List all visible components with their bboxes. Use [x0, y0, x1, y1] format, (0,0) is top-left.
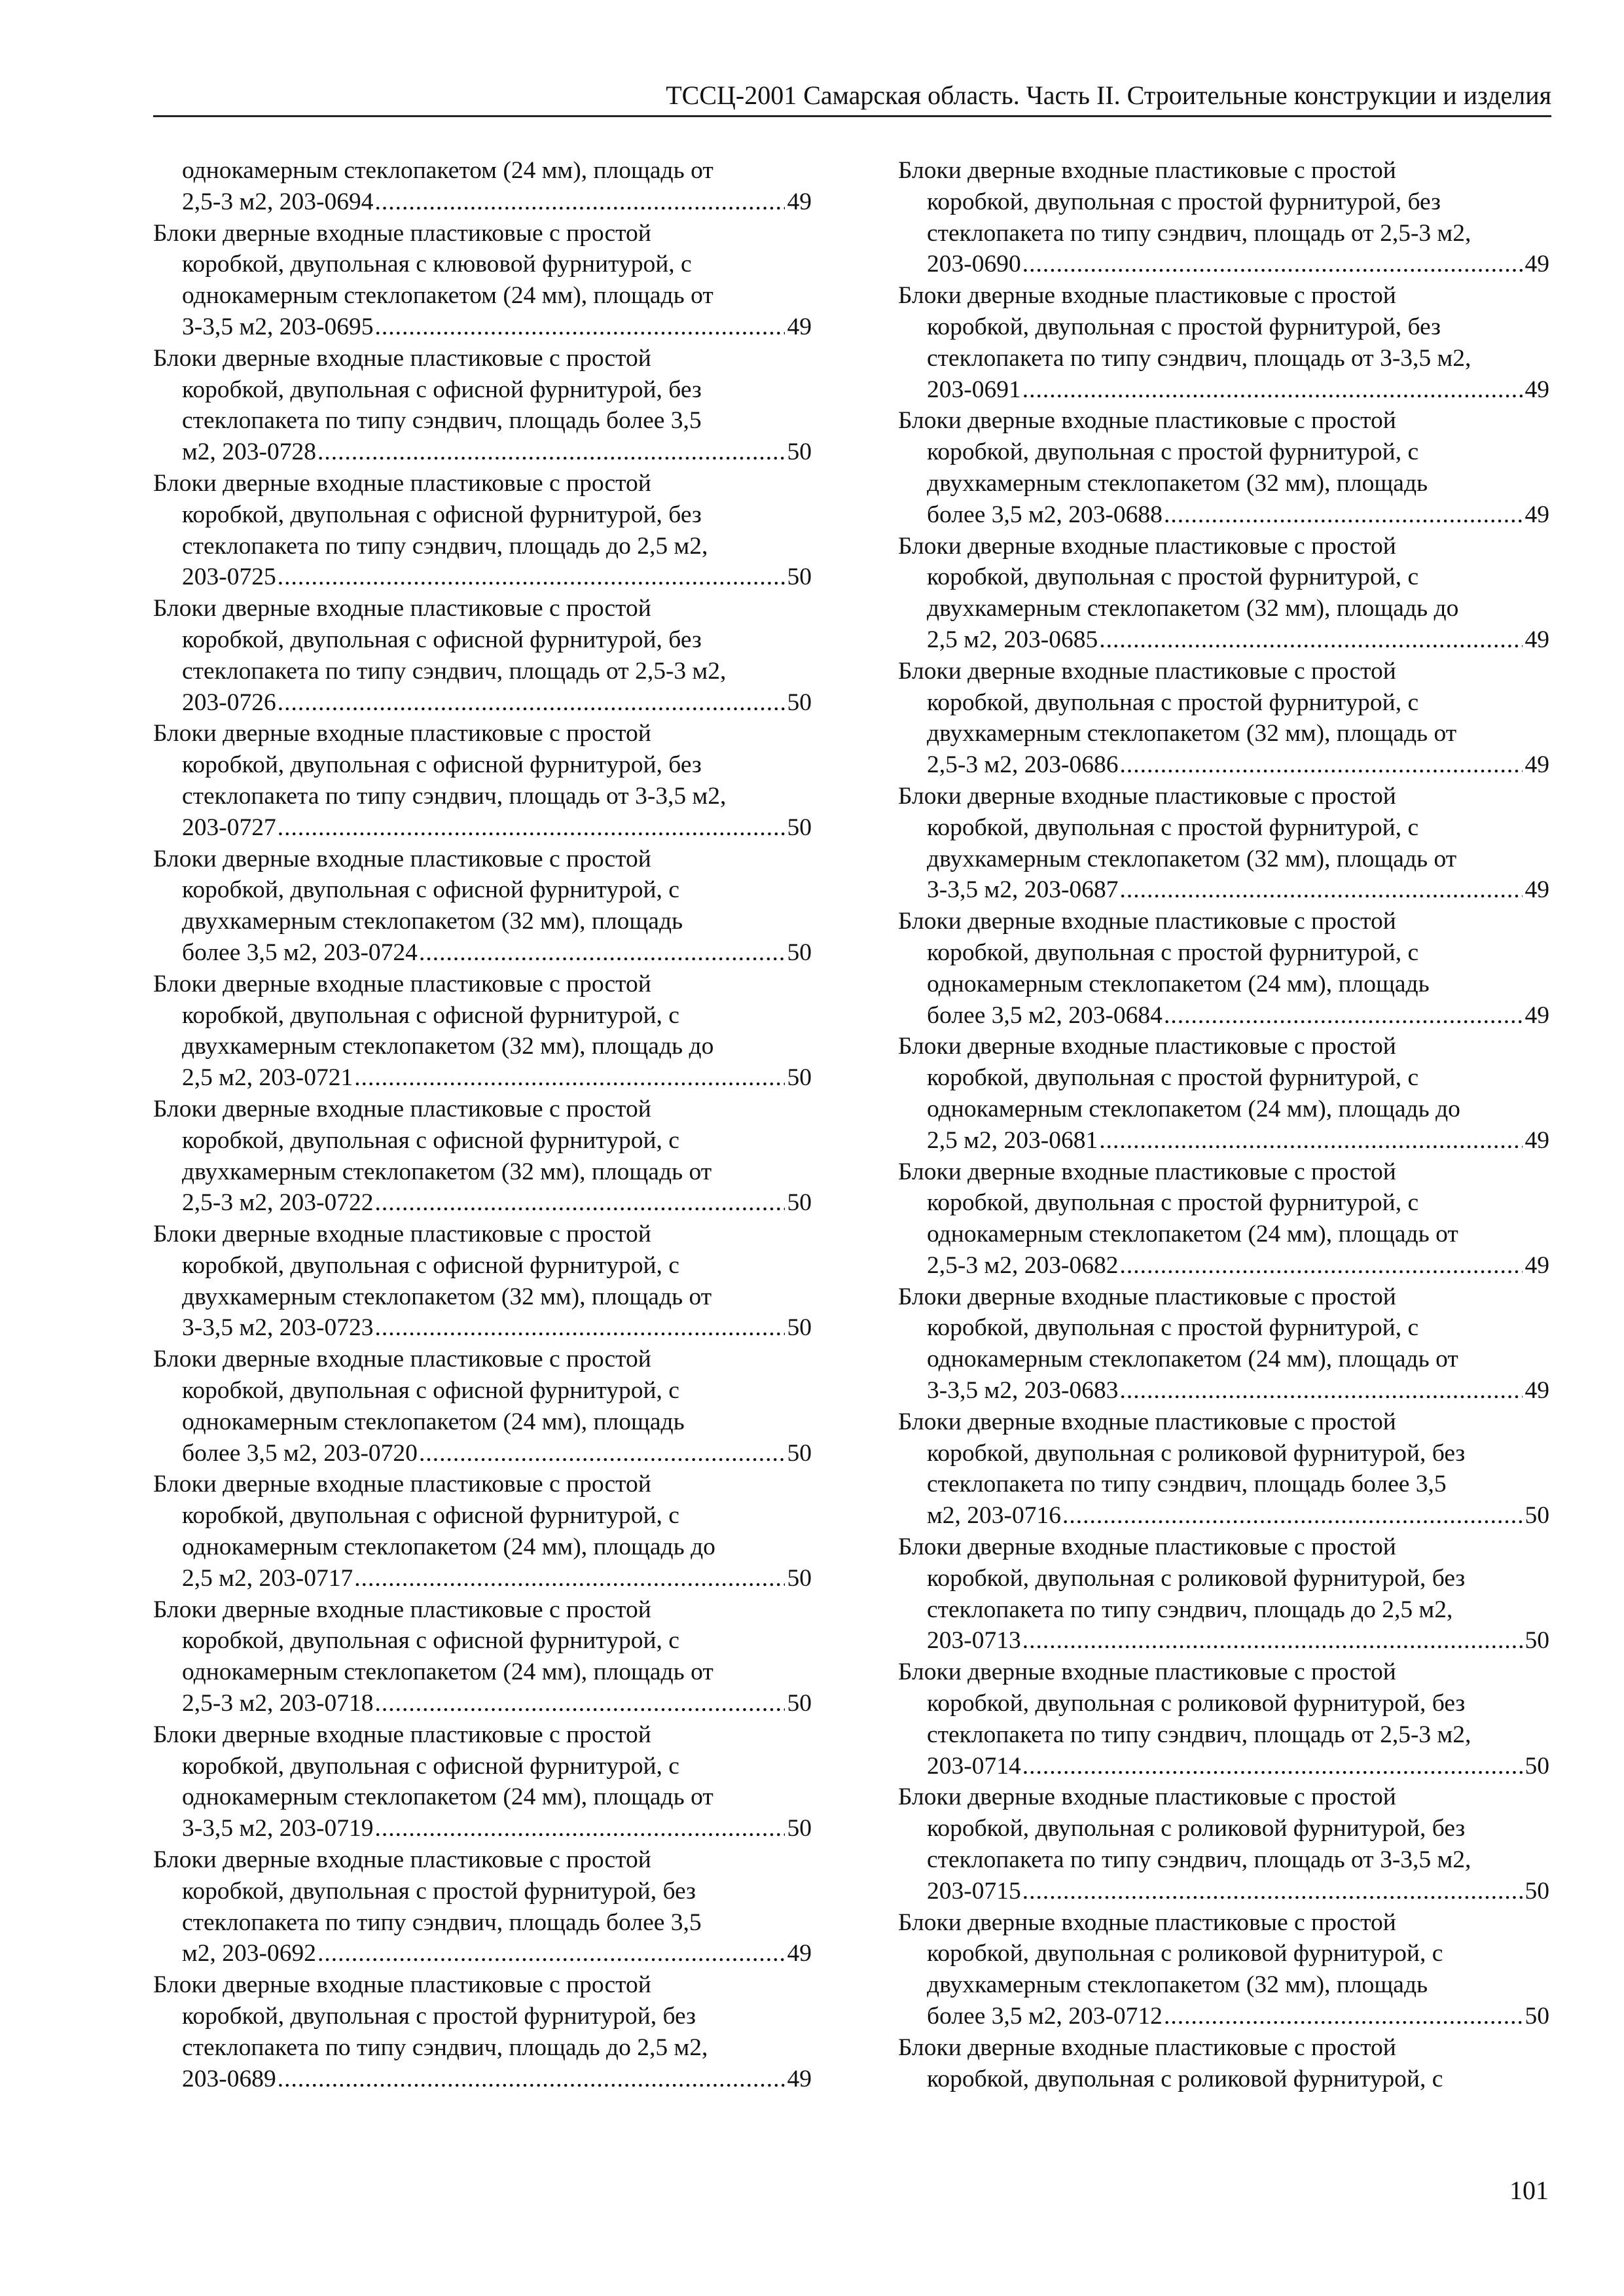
- index-entry: [153, 155, 812, 218]
- entry-text: однокамерным стеклопакетом (24 мм), площадь от: [182, 1784, 713, 1811]
- entry-text: коробкой, двупольная с простой фурнитурой, с: [927, 939, 1419, 966]
- entry-last-line: [898, 1751, 1549, 1782]
- entry-text: однокамерным стеклопакетом (24 мм), площадь от: [182, 157, 713, 184]
- entry-page-number: 50: [787, 439, 812, 466]
- entry-text: Блоки дверные входные пластиковые с простой: [153, 1221, 651, 1248]
- index-entry: [898, 1031, 1549, 1156]
- entry-text: коробкой, двупольная с офисной фурнитурой, с: [182, 1377, 679, 1405]
- entry-text: Блоки дверные входные пластиковые с простой: [153, 970, 651, 997]
- dot-leader: [1119, 874, 1522, 906]
- entry-last-line: [153, 1062, 812, 1094]
- entry-text: 3-3,5 м2, 203-0683: [927, 1377, 1119, 1405]
- entry-text: однокамерным стеклопакетом (24 мм), площадь: [927, 970, 1430, 997]
- entry-text: стеклопакета по типу сэндвич, площадь до 2,5 м2,: [182, 532, 708, 560]
- dot-leader: [278, 562, 785, 593]
- index-entry: [898, 906, 1549, 1031]
- entry-text: двухкамерным стеклопакетом (32 мм), площадь: [927, 469, 1428, 497]
- header-rule: [153, 115, 1551, 117]
- entry-page-number: 49: [1525, 876, 1549, 904]
- entry-last-line: [898, 874, 1549, 906]
- entry-text: коробкой, двупольная с офисной фурнитурой, без: [182, 751, 702, 779]
- entry-text: Блоки дверные входные пластиковые с простой: [898, 1909, 1396, 1936]
- entry-text: Блоки дверные входные пластиковые с простой: [898, 2034, 1396, 2061]
- entry-text: Блоки дверные входные пластиковые с простой: [898, 782, 1396, 810]
- entry-text: Блоки дверные входные пластиковые с простой: [898, 157, 1396, 184]
- entry-text: двухкамерным стеклопакетом (32 мм), площадь до: [182, 1033, 714, 1060]
- index-entry: [153, 844, 812, 969]
- entry-page-number: 50: [787, 1064, 812, 1092]
- dot-leader: [278, 687, 785, 719]
- entry-last-line: [898, 1500, 1549, 1532]
- entry-page-number: 49: [787, 188, 812, 215]
- entry-last-line: [898, 1250, 1549, 1282]
- entry-text: двухкамерным стеклопакетом (32 мм), площадь от: [182, 1283, 712, 1310]
- index-entry: [898, 1282, 1549, 1407]
- index-entry: [153, 969, 812, 1094]
- entry-text: коробкой, двупольная с простой фурнитурой, с: [927, 1064, 1419, 1092]
- entry-text: более 3,5 м2, 203-0688: [927, 501, 1163, 528]
- entry-text: коробкой, двупольная с офисной фурнитурой, с: [182, 876, 679, 904]
- entry-text: 203-0689: [182, 2065, 276, 2092]
- entry-page-number: 50: [787, 814, 812, 841]
- entry-text: однокамерным стеклопакетом (24 мм), площадь от: [182, 282, 713, 310]
- index-entry: [153, 1344, 812, 1469]
- index-entry: [898, 1532, 1549, 1657]
- entry-text: более 3,5 м2, 203-0684: [927, 1001, 1163, 1029]
- dot-leader: [278, 2064, 785, 2095]
- index-entry: [153, 1969, 812, 2094]
- entry-text: более 3,5 м2, 203-0712: [927, 2003, 1163, 2030]
- entry-text: Блоки дверные входные пластиковые с простой: [153, 1095, 651, 1122]
- index-entry: [153, 1219, 812, 1344]
- entry-text: более 3,5 м2, 203-0724: [182, 939, 418, 966]
- entry-text: коробкой, двупольная с простой фурнитурой, без: [182, 1877, 696, 1905]
- index-entry: [153, 343, 812, 468]
- entry-page-number: 49: [1525, 376, 1549, 403]
- entry-page-number: 49: [787, 2065, 812, 2092]
- dot-leader: [374, 1187, 784, 1219]
- entry-text: двухкамерным стеклопакетом (32 мм), площадь: [182, 908, 683, 935]
- entry-page-number: 50: [787, 564, 812, 591]
- index-entry: [898, 531, 1549, 656]
- entry-text: Блоки дверные входные пластиковые с простой: [898, 1659, 1396, 1686]
- entry-text: 3-3,5 м2, 203-0723: [182, 1314, 374, 1342]
- entry-text: однокамерным стеклопакетом (24 мм), площадь до: [927, 1095, 1460, 1122]
- entry-text: Блоки дверные входные пластиковые с простой: [898, 1158, 1396, 1185]
- entry-text: стеклопакета по типу сэндвич, площадь от 2,5-3 м2,: [182, 657, 727, 685]
- entry-text: 2,5-3 м2, 203-0718: [182, 1690, 374, 1717]
- page-number: 101: [1509, 2176, 1549, 2205]
- entry-text: 2,5 м2, 203-0717: [182, 1564, 353, 1592]
- entry-last-line: [153, 2064, 812, 2095]
- dot-leader: [1099, 624, 1522, 656]
- entry-text: 203-0691: [927, 376, 1021, 403]
- entry-text: коробкой, двупольная с роликовой фурнитурой, без: [927, 1690, 1466, 1717]
- entry-text: стеклопакета по типу сэндвич, площадь более 3,5: [927, 1471, 1447, 1498]
- entry-text: стеклопакета по типу сэндвич, площадь от 2,5-3 м2,: [927, 1721, 1471, 1748]
- entry-last-line: [898, 749, 1549, 781]
- entry-text: однокамерным стеклопакетом (24 мм), площадь: [182, 1408, 685, 1435]
- dot-leader: [419, 937, 785, 969]
- dot-leader: [354, 1062, 784, 1094]
- entry-text: м2, 203-0716: [927, 1502, 1061, 1530]
- entry-text: Блоки дверные входные пластиковые с простой: [898, 407, 1396, 435]
- index-entry: [153, 1594, 812, 1719]
- entry-text: стеклопакета по типу сэндвич, площадь от 3-3,5 м2,: [927, 344, 1471, 372]
- entry-text: коробкой, двупольная с офисной фурнитурой, без: [182, 376, 702, 403]
- entry-text: более 3,5 м2, 203-0720: [182, 1439, 418, 1467]
- index-entry: [153, 1094, 812, 1219]
- entry-text: стеклопакета по типу сэндвич, площадь до 2,5 м2,: [182, 2034, 708, 2061]
- index-entry: [898, 1407, 1549, 1532]
- dot-leader: [1164, 2001, 1523, 2032]
- entry-text: коробкой, двупольная с офисной фурнитурой, с: [182, 1502, 679, 1530]
- entry-last-line: [153, 562, 812, 593]
- entry-text: стеклопакета по типу сэндвич, площадь от 3-3,5 м2,: [182, 782, 727, 810]
- entry-text: коробкой, двупольная с офисной фурнитурой, с: [182, 1251, 679, 1279]
- entry-text: Блоки дверные входные пластиковые с простой: [153, 845, 651, 872]
- entry-text: коробкой, двупольная с офисной фурнитурой, с: [182, 1001, 679, 1029]
- entry-last-line: [153, 937, 812, 969]
- entry-last-line: [898, 624, 1549, 656]
- entry-page-number: 50: [787, 1564, 812, 1592]
- entry-page-number: 49: [787, 313, 812, 340]
- index-entry: [898, 781, 1549, 906]
- entry-last-line: [898, 1876, 1549, 1907]
- entry-page-number: 50: [787, 939, 812, 966]
- entry-text: стеклопакета по типу сэндвич, площадь от 3-3,5 м2,: [927, 1846, 1471, 1874]
- entry-text: Блоки дверные входные пластиковые с простой: [153, 219, 651, 247]
- entry-text: 2,5-3 м2, 203-0682: [927, 1251, 1119, 1279]
- entry-text: 3-3,5 м2, 203-0687: [927, 876, 1119, 904]
- entry-page-number: 50: [787, 1815, 812, 1842]
- entry-page-number: 50: [787, 1690, 812, 1717]
- dot-leader: [1062, 1500, 1523, 1532]
- entry-last-line: [153, 437, 812, 468]
- entry-text: Блоки дверные входные пластиковые с простой: [898, 657, 1396, 685]
- index-entry: [898, 1157, 1549, 1282]
- index-entry: [153, 468, 812, 593]
- index-entry: [153, 218, 812, 343]
- entry-page-number: 50: [1525, 1502, 1549, 1530]
- entry-page-number: 50: [1525, 2003, 1549, 2030]
- entry-text: коробкой, двупольная с простой фурнитурой, без: [927, 188, 1441, 215]
- entry-text: коробкой, двупольная с офисной фурнитурой, без: [182, 501, 702, 528]
- index-entry: [898, 405, 1549, 530]
- dot-leader: [374, 187, 784, 218]
- entry-text: 203-0713: [927, 1627, 1021, 1655]
- entry-text: Блоки дверные входные пластиковые с простой: [153, 720, 651, 747]
- dot-leader: [1022, 374, 1523, 406]
- entry-last-line: [153, 1938, 812, 1969]
- entry-text: коробкой, двупольная с роликовой фурнитурой, с: [927, 2065, 1443, 2092]
- entry-text: коробкой, двупольная с роликовой фурнитурой, без: [927, 1815, 1466, 1842]
- entry-text: Блоки дверные входные пластиковые с простой: [153, 595, 651, 622]
- entry-text: двухкамерным стеклопакетом (32 мм), площадь от: [927, 845, 1457, 872]
- entry-text: Блоки дверные входные пластиковые с простой: [898, 1534, 1396, 1561]
- entry-text: 3-3,5 м2, 203-0719: [182, 1815, 374, 1842]
- entry-text: стеклопакета по типу сэндвич, площадь до 2,5 м2,: [927, 1596, 1453, 1623]
- entry-text: коробкой, двупольная с простой фурнитурой, с: [927, 814, 1419, 841]
- entry-text: однокамерным стеклопакетом (24 мм), площадь от: [927, 1221, 1458, 1248]
- entry-text: однокамерным стеклопакетом (24 мм), площадь от: [182, 1659, 713, 1686]
- entry-text: двухкамерным стеклопакетом (32 мм), площадь от: [927, 720, 1457, 747]
- entry-text: Блоки дверные входные пластиковые с простой: [898, 1784, 1396, 1811]
- dot-leader: [354, 1563, 784, 1594]
- index-entry: [898, 1657, 1549, 1782]
- entry-text: 2,5 м2, 203-0685: [927, 626, 1098, 653]
- entry-last-line: [898, 374, 1549, 406]
- entry-page-number: 49: [1525, 251, 1549, 278]
- entry-page-number: 49: [1525, 1377, 1549, 1405]
- index-entry: [153, 1719, 812, 1844]
- entry-last-line: [153, 1563, 812, 1594]
- entry-page-number: 50: [1525, 1752, 1549, 1780]
- entry-text: коробкой, двупольная с офисной фурнитурой, с: [182, 1627, 679, 1655]
- dot-leader: [1099, 1125, 1522, 1157]
- index-entry: [153, 1469, 812, 1594]
- entry-page-number: 49: [1525, 626, 1549, 653]
- entry-page-number: 50: [1525, 1877, 1549, 1905]
- dot-leader: [374, 1312, 784, 1344]
- entry-last-line: [153, 1688, 812, 1719]
- entry-text: 2,5-3 м2, 203-0686: [927, 751, 1119, 779]
- entry-text: коробкой, двупольная с простой фурнитурой, с: [927, 689, 1419, 716]
- entry-page-number: 50: [787, 1439, 812, 1467]
- dot-leader: [1164, 499, 1523, 531]
- entry-text: 203-0727: [182, 814, 276, 841]
- entry-last-line: [153, 187, 812, 218]
- entry-text: коробкой, двупольная с роликовой фурнитурой, без: [927, 1439, 1466, 1467]
- entry-page-number: 49: [1525, 501, 1549, 528]
- entry-text: Блоки дверные входные пластиковые с простой: [898, 1283, 1396, 1310]
- entry-page-number: 50: [787, 1189, 812, 1217]
- entry-last-line: [898, 1625, 1549, 1657]
- entry-text: Блоки дверные входные пластиковые с простой: [153, 1971, 651, 1999]
- dot-leader: [1022, 249, 1523, 280]
- index-entry: [898, 2032, 1549, 2095]
- running-header: ТССЦ-2001 Самарская область. Часть II. Строительные конструкции и изделия: [666, 81, 1551, 110]
- entry-last-line: [153, 687, 812, 719]
- dot-leader: [317, 437, 785, 468]
- index-entry: [898, 656, 1549, 781]
- entry-text: однокамерным стеклопакетом (24 мм), площадь до: [182, 1534, 715, 1561]
- entry-text: коробкой, двупольная с роликовой фурнитурой, с: [927, 1940, 1443, 1967]
- entry-last-line: [153, 1438, 812, 1469]
- dot-leader: [1119, 1375, 1522, 1407]
- entry-text: 2,5 м2, 203-0721: [182, 1064, 353, 1092]
- dot-leader: [1022, 1751, 1523, 1782]
- entry-text: коробкой, двупольная с клювовой фурнитурой, с: [182, 251, 692, 278]
- dot-leader: [317, 1938, 785, 1969]
- entry-text: коробкой, двупольная с офисной фурнитурой, с: [182, 1752, 679, 1780]
- index-column-left: [153, 155, 812, 2094]
- index-entry: [153, 593, 812, 718]
- entry-last-line: [898, 499, 1549, 531]
- entry-text: 3-3,5 м2, 203-0695: [182, 313, 374, 340]
- dot-leader: [1164, 1000, 1523, 1031]
- index-entry: [898, 280, 1549, 405]
- entry-last-line: [153, 1187, 812, 1219]
- dot-leader: [1022, 1625, 1523, 1657]
- entry-last-line: [153, 312, 812, 343]
- index-entry: [898, 1907, 1549, 2032]
- entry-text: м2, 203-0692: [182, 1940, 316, 1967]
- dot-leader: [1119, 1250, 1522, 1282]
- entry-page-number: 50: [787, 689, 812, 716]
- entry-text: Блоки дверные входные пластиковые с простой: [153, 1471, 651, 1498]
- entry-text: двухкамерным стеклопакетом (32 мм), площадь: [927, 1971, 1428, 1999]
- entry-text: 203-0715: [927, 1877, 1021, 1905]
- entry-text: коробкой, двупольная с офисной фурнитурой, с: [182, 1126, 679, 1154]
- entry-last-line: [153, 1312, 812, 1344]
- entry-text: 2,5-3 м2, 203-0694: [182, 188, 374, 215]
- entry-text: 203-0714: [927, 1752, 1021, 1780]
- index-entry: [898, 155, 1549, 280]
- entry-text: 2,5 м2, 203-0681: [927, 1126, 1098, 1154]
- dot-leader: [1119, 749, 1522, 781]
- entry-last-line: [153, 1813, 812, 1844]
- entry-text: коробкой, двупольная с простой фурнитурой, с: [927, 1189, 1419, 1217]
- dot-leader: [419, 1438, 785, 1469]
- index-entry: [153, 718, 812, 843]
- entry-text: коробкой, двупольная с простой фурнитурой, с: [927, 564, 1419, 591]
- entry-text: Блоки дверные входные пластиковые с простой: [898, 532, 1396, 560]
- dot-leader: [1022, 1876, 1523, 1907]
- entry-text: стеклопакета по типу сэндвич, площадь более 3,5: [182, 407, 702, 435]
- entry-page-number: 50: [787, 1314, 812, 1342]
- entry-text: коробкой, двупольная с простой фурнитурой, с: [927, 1314, 1419, 1342]
- entry-last-line: [898, 1000, 1549, 1031]
- entry-text: коробкой, двупольная с простой фурнитурой, без: [927, 313, 1441, 340]
- entry-text: Блоки дверные входные пластиковые с простой: [153, 1721, 651, 1748]
- entry-text: стеклопакета по типу сэндвич, площадь более 3,5: [182, 1909, 702, 1936]
- entry-text: коробкой, двупольная с простой фурнитурой, без: [182, 2003, 696, 2030]
- entry-text: Блоки дверные входные пластиковые с простой: [153, 1346, 651, 1373]
- entry-last-line: [898, 1375, 1549, 1407]
- dot-leader: [374, 1813, 784, 1844]
- dot-leader: [374, 312, 784, 343]
- entry-page-number: 49: [787, 1940, 812, 1967]
- entry-page-number: 50: [1525, 1627, 1549, 1655]
- entry-last-line: [898, 249, 1549, 280]
- entry-text: 203-0726: [182, 689, 276, 716]
- index-column-right: [898, 155, 1549, 2094]
- entry-page-number: 49: [1525, 1001, 1549, 1029]
- entry-last-line: [898, 2001, 1549, 2032]
- dot-leader: [374, 1688, 784, 1719]
- entry-text: Блоки дверные входные пластиковые с простой: [153, 1596, 651, 1623]
- entry-page-number: 49: [1525, 1251, 1549, 1279]
- entry-last-line: [898, 1125, 1549, 1157]
- entry-page-number: 49: [1525, 1126, 1549, 1154]
- entry-text: Блоки дверные входные пластиковые с простой: [898, 1033, 1396, 1060]
- entry-text: двухкамерным стеклопакетом (32 мм), площадь от: [182, 1158, 712, 1185]
- dot-leader: [278, 812, 785, 844]
- index-entry: [153, 1844, 812, 1969]
- entry-text: однокамерным стеклопакетом (24 мм), площадь от: [927, 1346, 1458, 1373]
- entry-text: Блоки дверные входные пластиковые с простой: [898, 282, 1396, 310]
- entry-text: Блоки дверные входные пластиковые с простой: [898, 1408, 1396, 1435]
- entry-text: 203-0690: [927, 251, 1021, 278]
- entry-text: Блоки дверные входные пластиковые с простой: [153, 469, 651, 497]
- entry-text: Блоки дверные входные пластиковые с простой: [153, 344, 651, 372]
- entry-text: коробкой, двупольная с простой фурнитурой, с: [927, 439, 1419, 466]
- entry-text: 203-0725: [182, 564, 276, 591]
- index-entry: [898, 1782, 1549, 1907]
- entry-text: Блоки дверные входные пластиковые с простой: [898, 908, 1396, 935]
- entry-text: двухкамерным стеклопакетом (32 мм), площадь до: [927, 595, 1459, 622]
- entry-text: Блоки дверные входные пластиковые с простой: [153, 1846, 651, 1874]
- entry-text: стеклопакета по типу сэндвич, площадь от 2,5-3 м2,: [927, 219, 1471, 247]
- entry-text: 2,5-3 м2, 203-0722: [182, 1189, 374, 1217]
- entry-text: коробкой, двупольная с роликовой фурнитурой, без: [927, 1564, 1466, 1592]
- entry-page-number: 49: [1525, 751, 1549, 779]
- entry-text: м2, 203-0728: [182, 439, 316, 466]
- entry-last-line: [153, 812, 812, 844]
- entry-text: коробкой, двупольная с офисной фурнитурой, без: [182, 626, 702, 653]
